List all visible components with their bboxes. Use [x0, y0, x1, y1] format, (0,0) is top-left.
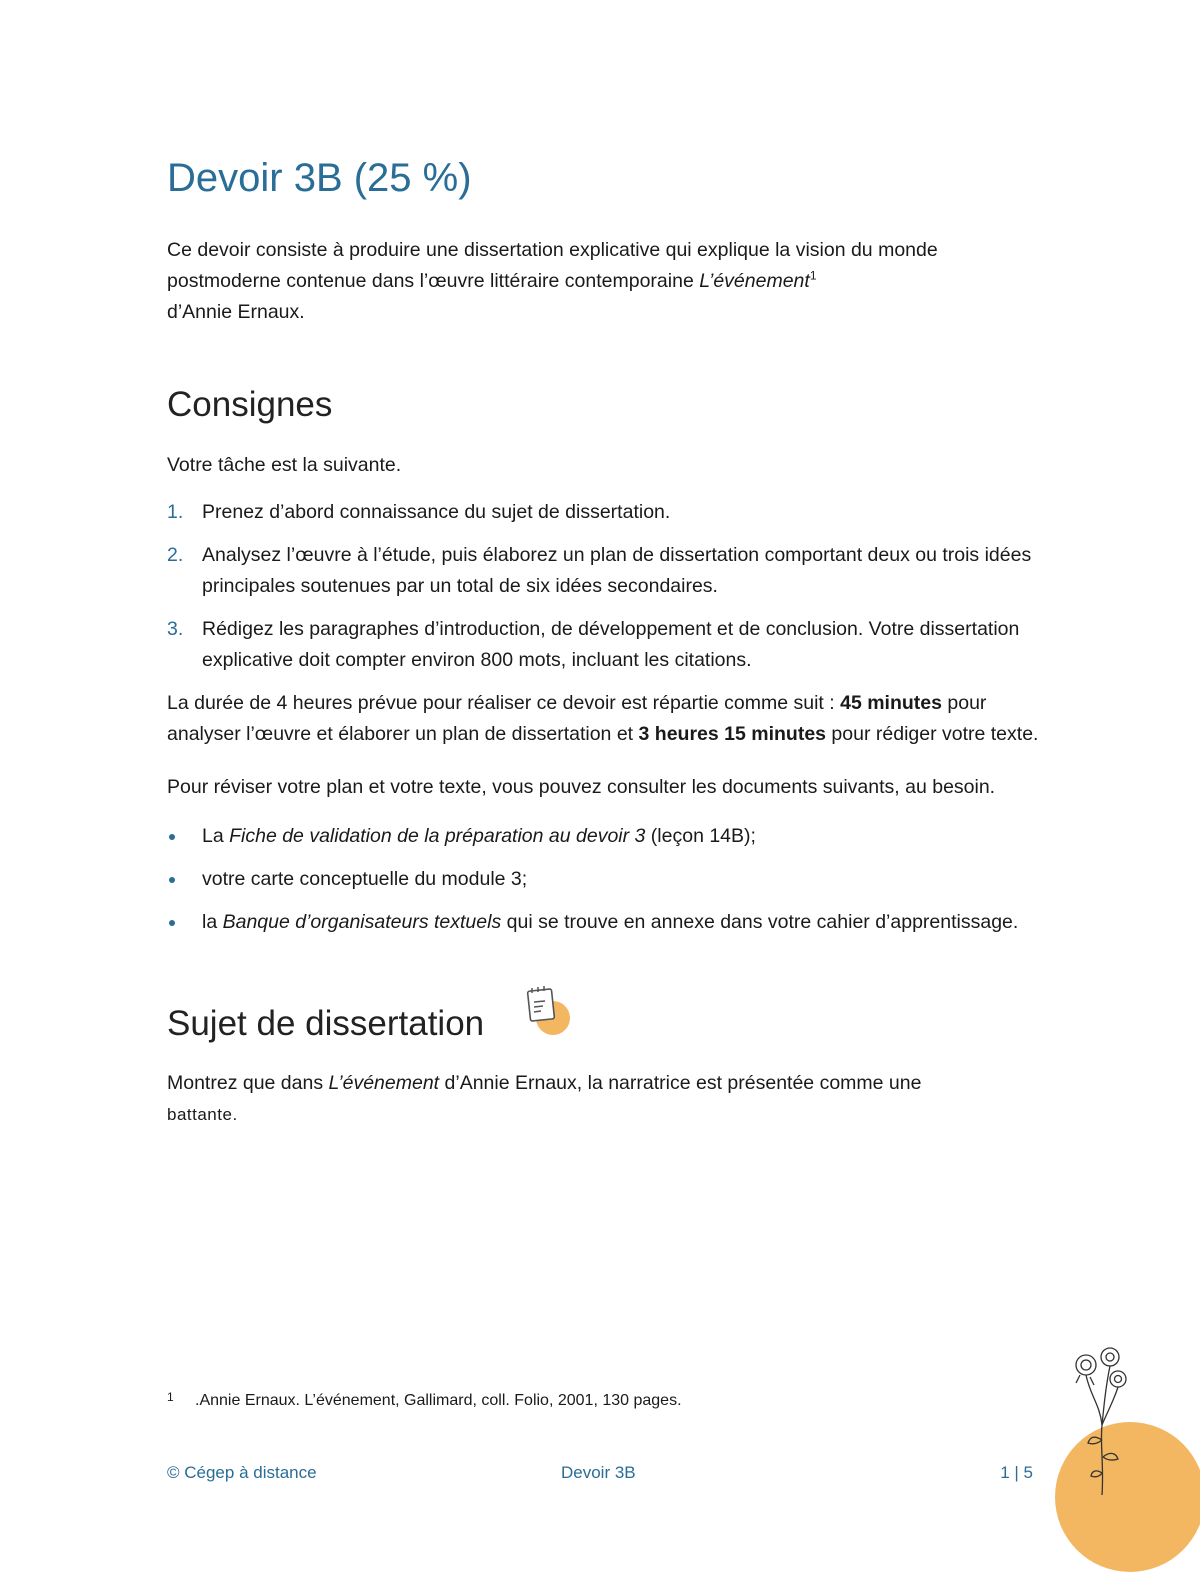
list-item: [167, 540, 1047, 602]
sujet-work-title: L’événement: [328, 1072, 440, 1094]
bullet-icon: [169, 877, 175, 883]
footnote-mark: 1: [167, 1390, 174, 1404]
task-intro: Votre tâche est la suivante.: [167, 454, 402, 476]
page-footer: [167, 1460, 1033, 1486]
doc-text: (leçon 14B);: [645, 825, 756, 847]
footer-page-number: 1 | 5: [1000, 1463, 1033, 1482]
steps-list: [167, 497, 1047, 676]
intro-paragraph: [167, 235, 1047, 328]
duration-text: La durée de 4 heures prévue pour réaliser ce devoir est répartie comme suit :: [167, 692, 841, 714]
step-number: 2.: [167, 544, 184, 566]
page-content: [167, 150, 1047, 1130]
list-item: [167, 821, 1047, 852]
footnote-text: .Annie Ernaux. L’événement, Gallimard, coll. Folio, 2001, 130 pages.: [195, 1392, 682, 1409]
list-item: [167, 497, 1047, 528]
step-text: Rédigez les paragraphes d’introduction, de développement et de conclusion. Votre dissertation explicative doit compter environ 800 mots, incluant les citations.: [202, 618, 1020, 671]
bullet-icon: [169, 834, 175, 840]
intro-work-title: L’événement: [699, 270, 810, 292]
intro-author: d’Annie Ernaux.: [167, 301, 305, 323]
documents-list: [167, 821, 1047, 938]
doc-title: Fiche de validation de la préparation au devoir 3: [229, 825, 646, 847]
duration-analysis: 45 minutes: [840, 692, 942, 714]
bullet-icon: [169, 920, 175, 926]
step-text: Prenez d’abord connaissance du sujet de dissertation.: [202, 501, 671, 523]
sujet-heading-wrap: [167, 1000, 484, 1048]
list-item: [167, 907, 1047, 938]
sujet-last-word: battante.: [167, 1105, 238, 1124]
sujet-part: d’Annie Ernaux, la narratrice est présentée comme une: [439, 1072, 922, 1094]
list-item: [167, 864, 1047, 895]
page-title: Devoir 3B (25 %): [167, 156, 472, 200]
review-intro: Pour réviser votre plan et votre texte, vous pouvez consulter les documents suivants, au besoin.: [167, 776, 996, 798]
flower-icon: [1060, 1345, 1150, 1505]
doc-text: qui se trouve en annexe dans votre cahier d’apprentissage.: [501, 911, 1019, 933]
step-number: 1.: [167, 501, 184, 523]
doc-text: La: [202, 825, 230, 847]
sujet-text: [167, 1068, 1047, 1130]
list-item: [167, 614, 1047, 676]
doc-title: Banque d’organisateurs textuels: [222, 911, 502, 933]
step-number: 3.: [167, 618, 184, 640]
duration-text: pour analyser l’œuvre et élaborer un plan de dissertation et: [167, 692, 987, 745]
notepad-icon: [519, 982, 575, 1038]
consignes-heading: Consignes: [167, 385, 333, 424]
sujet-part: Montrez que dans: [167, 1072, 329, 1094]
intro-text: Ce devoir consiste à produire une dissertation explicative qui explique la vision du monde postmoderne contenue dans l’œuvre littéraire contemporaine: [167, 239, 938, 292]
footer-title: Devoir 3B: [561, 1463, 636, 1482]
duration-text: pour rédiger votre texte.: [826, 723, 1039, 745]
footnote-reference[interactable]: 1: [809, 268, 817, 283]
duration-writing: 3 heures 15 minutes: [638, 723, 827, 745]
doc-text: la: [202, 911, 223, 933]
duration-paragraph: [167, 688, 1047, 750]
footnote: [167, 1388, 967, 1414]
footer-copyright: © Cégep à distance: [167, 1463, 317, 1482]
sujet-heading: Sujet de dissertation: [167, 1004, 485, 1043]
step-text: Analysez l’œuvre à l’étude, puis élaborez un plan de dissertation comportant deux ou trois idées principales soutenues par un total de six idées secondaires.: [202, 544, 1032, 597]
doc-text: votre carte conceptuelle du module 3;: [202, 868, 528, 890]
